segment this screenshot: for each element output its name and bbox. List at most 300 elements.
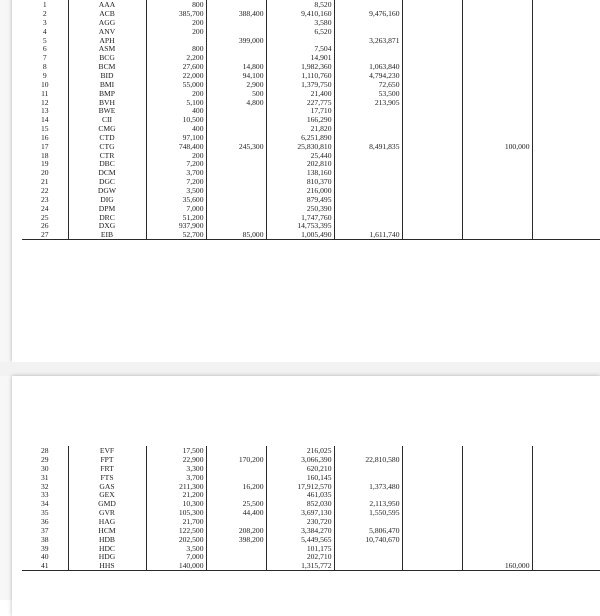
cell-col-c: 202,810 <box>266 159 334 168</box>
cell-col-a: 3,300 <box>146 464 206 473</box>
cell-col-f <box>462 44 532 53</box>
ticker-code: GMD <box>68 499 146 508</box>
cell-col-a: 748,400 <box>146 142 206 151</box>
cell-col-g <box>532 517 600 526</box>
cell-col-b: 25,500 <box>206 499 266 508</box>
cell-col-f <box>462 115 532 124</box>
cell-col-c: 25,440 <box>266 150 334 159</box>
cell-col-g <box>532 526 600 535</box>
cell-col-f <box>462 464 532 473</box>
cell-col-c: 461,035 <box>266 490 334 499</box>
table-row <box>22 0 600 9</box>
cell-col-d <box>334 115 402 124</box>
row-number: 7 <box>22 53 68 62</box>
cell-col-a: 3,700 <box>146 168 206 177</box>
table-row <box>22 221 600 230</box>
cell-col-d: 3,263,871 <box>334 35 402 44</box>
row-number: 4 <box>22 27 68 36</box>
cell-col-c: 216,000 <box>266 186 334 195</box>
table-row <box>22 168 600 177</box>
table-row <box>22 561 600 570</box>
cell-col-b: 44,400 <box>206 508 266 517</box>
cell-col-e <box>402 27 462 36</box>
cell-col-g <box>532 508 600 517</box>
cell-col-f <box>462 212 532 221</box>
cell-col-a: 200 <box>146 18 206 27</box>
cell-col-f <box>462 133 532 142</box>
row-number: 13 <box>22 106 68 115</box>
cell-col-e <box>402 230 462 239</box>
cell-col-d <box>334 168 402 177</box>
cell-col-c: 21,400 <box>266 88 334 97</box>
cell-col-f <box>462 552 532 561</box>
cell-col-b <box>206 177 266 186</box>
cell-col-d: 1,063,840 <box>334 62 402 71</box>
row-number: 20 <box>22 168 68 177</box>
cell-col-f <box>462 0 532 9</box>
cell-col-f <box>462 27 532 36</box>
ticker-code: EVF <box>68 446 146 455</box>
row-number: 38 <box>22 534 68 543</box>
table-row <box>22 159 600 168</box>
table-row <box>22 115 600 124</box>
row-number: 35 <box>22 508 68 517</box>
cell-col-c: 1,005,490 <box>266 230 334 239</box>
cell-col-a: 7,000 <box>146 203 206 212</box>
cell-col-g <box>532 543 600 552</box>
cell-col-e <box>402 221 462 230</box>
cell-col-c: 21,820 <box>266 124 334 133</box>
cell-col-f <box>462 106 532 115</box>
cell-col-g <box>532 18 600 27</box>
cell-col-g <box>532 212 600 221</box>
table-row <box>22 9 600 18</box>
cell-col-a: 202,500 <box>146 534 206 543</box>
cell-col-d: 5,806,470 <box>334 526 402 535</box>
cell-col-f <box>462 203 532 212</box>
cell-col-b: 85,000 <box>206 230 266 239</box>
table-row <box>22 195 600 204</box>
cell-col-f <box>462 230 532 239</box>
cell-col-c: 25,830,810 <box>266 142 334 151</box>
cell-col-g <box>532 177 600 186</box>
row-number: 24 <box>22 203 68 212</box>
cell-col-d <box>334 124 402 133</box>
cell-col-g <box>532 80 600 89</box>
row-number: 6 <box>22 44 68 53</box>
cell-col-g <box>532 27 600 36</box>
cell-col-f <box>462 71 532 80</box>
cell-col-g <box>532 561 600 570</box>
cell-col-g <box>532 446 600 455</box>
cell-col-e <box>402 150 462 159</box>
ticker-code: HDG <box>68 552 146 561</box>
row-number: 33 <box>22 490 68 499</box>
cell-col-a: 97,100 <box>146 133 206 142</box>
table-row <box>22 508 600 517</box>
cell-col-c: 17,710 <box>266 106 334 115</box>
cell-col-a: 10,300 <box>146 499 206 508</box>
cell-col-e <box>402 18 462 27</box>
cell-col-f: 100,000 <box>462 142 532 151</box>
ticker-code: EIB <box>68 230 146 239</box>
table-row <box>22 35 600 44</box>
cell-col-c: 250,390 <box>266 203 334 212</box>
cell-col-a <box>146 35 206 44</box>
table-row <box>22 71 600 80</box>
cell-col-e <box>402 561 462 570</box>
ticker-code: ACB <box>68 9 146 18</box>
cell-col-c: 14,753,395 <box>266 221 334 230</box>
cell-col-d: 53,500 <box>334 88 402 97</box>
cell-col-g <box>532 106 600 115</box>
cell-col-g <box>532 473 600 482</box>
cell-col-f <box>462 517 532 526</box>
cell-col-g <box>532 534 600 543</box>
row-number: 21 <box>22 177 68 186</box>
cell-col-e <box>402 177 462 186</box>
cell-col-d <box>334 561 402 570</box>
cell-col-c: 6,251,890 <box>266 133 334 142</box>
cell-col-e <box>402 186 462 195</box>
left-margin-strip <box>0 0 12 600</box>
cell-col-d <box>334 150 402 159</box>
cell-col-a: 200 <box>146 27 206 36</box>
cell-col-c: 3,697,130 <box>266 508 334 517</box>
cell-col-f <box>462 177 532 186</box>
table-row <box>22 203 600 212</box>
cell-col-c: 166,290 <box>266 115 334 124</box>
cell-col-d <box>334 221 402 230</box>
cell-col-d: 8,491,835 <box>334 142 402 151</box>
row-number: 19 <box>22 159 68 168</box>
cell-col-e <box>402 464 462 473</box>
cell-col-f <box>462 186 532 195</box>
cell-col-c: 1,982,360 <box>266 62 334 71</box>
cell-col-b <box>206 490 266 499</box>
cell-col-a: 800 <box>146 0 206 9</box>
ticker-code: CTR <box>68 150 146 159</box>
cell-col-b <box>206 159 266 168</box>
cell-col-a: 122,500 <box>146 526 206 535</box>
row-number: 28 <box>22 446 68 455</box>
cell-col-f <box>462 499 532 508</box>
cell-col-a: 3,500 <box>146 543 206 552</box>
cell-col-a: 22,900 <box>146 455 206 464</box>
cell-col-d <box>334 44 402 53</box>
cell-col-a: 800 <box>146 44 206 53</box>
cell-col-g <box>532 230 600 239</box>
cell-col-c: 1,747,760 <box>266 212 334 221</box>
row-number: 29 <box>22 455 68 464</box>
cell-col-g <box>532 186 600 195</box>
cell-col-e <box>402 53 462 62</box>
cell-col-a: 140,000 <box>146 561 206 570</box>
row-number: 30 <box>22 464 68 473</box>
cell-col-b: 14,800 <box>206 62 266 71</box>
cell-col-g <box>532 35 600 44</box>
cell-col-g <box>532 203 600 212</box>
cell-col-e <box>402 44 462 53</box>
cell-col-a: 10,500 <box>146 115 206 124</box>
table-row <box>22 106 600 115</box>
row-number: 32 <box>22 481 68 490</box>
cell-col-b <box>206 53 266 62</box>
cell-col-a: 2,200 <box>146 53 206 62</box>
cell-col-b: 500 <box>206 88 266 97</box>
cell-col-e <box>402 490 462 499</box>
cell-col-e <box>402 115 462 124</box>
cell-col-e <box>402 88 462 97</box>
cell-col-e <box>402 168 462 177</box>
cell-col-g <box>532 481 600 490</box>
table-row <box>22 552 600 561</box>
cell-col-a: 35,600 <box>146 195 206 204</box>
row-number: 16 <box>22 133 68 142</box>
cell-col-c: 6,520 <box>266 27 334 36</box>
cell-col-f <box>462 168 532 177</box>
cell-col-f <box>462 534 532 543</box>
table-row <box>22 88 600 97</box>
cell-col-c: 1,315,772 <box>266 561 334 570</box>
cell-col-g <box>532 71 600 80</box>
row-number: 34 <box>22 499 68 508</box>
row-number: 31 <box>22 473 68 482</box>
cell-col-a: 937,900 <box>146 221 206 230</box>
cell-col-a: 211,300 <box>146 481 206 490</box>
cell-col-e <box>402 62 462 71</box>
cell-col-g <box>532 88 600 97</box>
cell-col-b <box>206 446 266 455</box>
cell-col-f <box>462 150 532 159</box>
row-number: 11 <box>22 88 68 97</box>
cell-col-b <box>206 195 266 204</box>
cell-col-b: 398,200 <box>206 534 266 543</box>
table-row <box>22 186 600 195</box>
cell-col-d <box>334 517 402 526</box>
cell-col-c: 7,504 <box>266 44 334 53</box>
ticker-code: FPT <box>68 455 146 464</box>
cell-col-c: 160,145 <box>266 473 334 482</box>
cell-col-a: 3,700 <box>146 473 206 482</box>
cell-col-b <box>206 203 266 212</box>
cell-col-b: 245,300 <box>206 142 266 151</box>
cell-col-e <box>402 80 462 89</box>
cell-col-a: 105,300 <box>146 508 206 517</box>
cell-col-d <box>334 18 402 27</box>
table-row <box>22 133 600 142</box>
cell-col-e <box>402 212 462 221</box>
cell-col-f <box>462 481 532 490</box>
row-number: 14 <box>22 115 68 124</box>
cell-col-c: 1,110,760 <box>266 71 334 80</box>
row-number: 5 <box>22 35 68 44</box>
table-row <box>22 499 600 508</box>
cell-col-b <box>206 115 266 124</box>
cell-col-d: 4,794,230 <box>334 71 402 80</box>
cell-col-b <box>206 106 266 115</box>
ticker-code: ASM <box>68 44 146 53</box>
table-row <box>22 543 600 552</box>
cell-col-e <box>402 142 462 151</box>
cell-col-d <box>334 473 402 482</box>
cell-col-d <box>334 464 402 473</box>
cell-col-f <box>462 159 532 168</box>
cell-col-a: 7,200 <box>146 177 206 186</box>
cell-col-a: 400 <box>146 106 206 115</box>
cell-col-e <box>402 9 462 18</box>
cell-col-d: 213,905 <box>334 97 402 106</box>
cell-col-g <box>532 0 600 9</box>
cell-col-c: 879,495 <box>266 195 334 204</box>
cell-col-c <box>266 35 334 44</box>
cell-col-g <box>532 464 600 473</box>
cell-col-c: 852,030 <box>266 499 334 508</box>
ticker-code: CTD <box>68 133 146 142</box>
row-number: 18 <box>22 150 68 159</box>
cell-col-f <box>462 508 532 517</box>
cell-col-g <box>532 455 600 464</box>
cell-col-g <box>532 44 600 53</box>
cell-col-d: 1,550,595 <box>334 508 402 517</box>
cell-col-g <box>532 9 600 18</box>
cell-col-g <box>532 159 600 168</box>
cell-col-f <box>462 97 532 106</box>
cell-col-c: 17,912,570 <box>266 481 334 490</box>
ticker-code: BCM <box>68 62 146 71</box>
cell-col-d: 72,650 <box>334 80 402 89</box>
ticker-code: HHS <box>68 561 146 570</box>
row-number: 22 <box>22 186 68 195</box>
cell-col-a: 385,700 <box>146 9 206 18</box>
cell-col-e <box>402 508 462 517</box>
table-row <box>22 53 600 62</box>
cell-col-d <box>334 177 402 186</box>
cell-col-d <box>334 552 402 561</box>
cell-col-g <box>532 142 600 151</box>
ticker-code: CMG <box>68 124 146 133</box>
cell-col-b <box>206 0 266 9</box>
ticker-code: BCG <box>68 53 146 62</box>
table-row <box>22 490 600 499</box>
ticker-code: FRT <box>68 464 146 473</box>
cell-col-g <box>532 53 600 62</box>
table-row <box>22 142 600 151</box>
ticker-code: HDC <box>68 543 146 552</box>
cell-col-g <box>532 124 600 133</box>
cell-col-d <box>334 186 402 195</box>
row-number: 23 <box>22 195 68 204</box>
cell-col-b <box>206 473 266 482</box>
ticker-code: BID <box>68 71 146 80</box>
cell-col-b: 399,000 <box>206 35 266 44</box>
ticker-code: DRC <box>68 212 146 221</box>
cell-col-c: 101,175 <box>266 543 334 552</box>
cell-col-a: 21,200 <box>146 490 206 499</box>
row-number: 1 <box>22 0 68 9</box>
row-number: 39 <box>22 543 68 552</box>
table-row <box>22 455 600 464</box>
cell-col-f: 160,000 <box>462 561 532 570</box>
cell-col-c: 3,580 <box>266 18 334 27</box>
cell-col-b <box>206 186 266 195</box>
cell-col-b: 4,800 <box>206 97 266 106</box>
ticker-code: DPM <box>68 203 146 212</box>
cell-col-e <box>402 195 462 204</box>
cell-col-b: 170,200 <box>206 455 266 464</box>
ticker-code: GAS <box>68 481 146 490</box>
cell-col-f <box>462 195 532 204</box>
ticker-code: BMI <box>68 80 146 89</box>
cell-col-g <box>532 490 600 499</box>
table-row <box>22 44 600 53</box>
cell-col-f <box>462 62 532 71</box>
cell-col-d: 1,373,480 <box>334 481 402 490</box>
cell-col-b <box>206 464 266 473</box>
cell-col-a: 52,700 <box>146 230 206 239</box>
ticker-code: DBC <box>68 159 146 168</box>
cell-col-f <box>462 221 532 230</box>
cell-col-a: 7,000 <box>146 552 206 561</box>
cell-col-d <box>334 159 402 168</box>
table-row <box>22 97 600 106</box>
ticker-code: BVH <box>68 97 146 106</box>
table-row <box>22 446 600 455</box>
cell-col-c: 230,720 <box>266 517 334 526</box>
cell-col-d <box>334 203 402 212</box>
cell-col-g <box>532 195 600 204</box>
cell-col-g <box>532 97 600 106</box>
ticker-code: DXG <box>68 221 146 230</box>
row-number: 41 <box>22 561 68 570</box>
cell-col-b <box>206 124 266 133</box>
row-number: 12 <box>22 97 68 106</box>
cell-col-b: 388,400 <box>206 9 266 18</box>
cell-col-g <box>532 552 600 561</box>
cell-col-c: 810,370 <box>266 177 334 186</box>
cell-col-c: 227,775 <box>266 97 334 106</box>
ticker-code: BWE <box>68 106 146 115</box>
cell-col-e <box>402 552 462 561</box>
cell-col-g <box>532 150 600 159</box>
ticker-code: GEX <box>68 490 146 499</box>
cell-col-b <box>206 168 266 177</box>
cell-col-f <box>462 490 532 499</box>
cell-col-b <box>206 561 266 570</box>
cell-col-d: 1,611,740 <box>334 230 402 239</box>
cell-col-b <box>206 150 266 159</box>
cell-col-c: 3,066,390 <box>266 455 334 464</box>
cell-col-b <box>206 27 266 36</box>
cell-col-e <box>402 124 462 133</box>
cell-col-g <box>532 168 600 177</box>
cell-col-a: 400 <box>146 124 206 133</box>
cell-col-d: 10,740,670 <box>334 534 402 543</box>
cell-col-e <box>402 106 462 115</box>
ticker-code: HCM <box>68 526 146 535</box>
row-number: 8 <box>22 62 68 71</box>
cell-col-c: 8,520 <box>266 0 334 9</box>
cell-col-e <box>402 203 462 212</box>
cell-col-a: 200 <box>146 150 206 159</box>
cell-col-b <box>206 517 266 526</box>
cell-col-a: 3,500 <box>146 186 206 195</box>
ticker-code: BMP <box>68 88 146 97</box>
ticker-code: CII <box>68 115 146 124</box>
cell-col-e <box>402 534 462 543</box>
row-number: 36 <box>22 517 68 526</box>
ticker-code: AAA <box>68 0 146 9</box>
